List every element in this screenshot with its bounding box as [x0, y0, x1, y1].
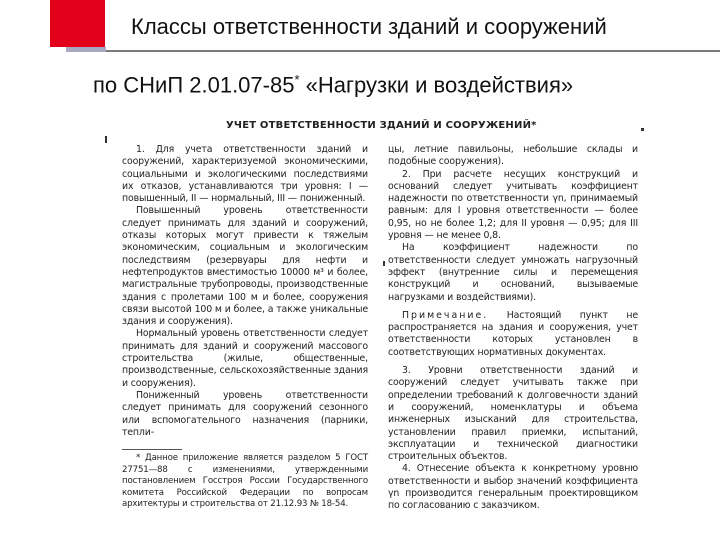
decorative-gray-bar — [66, 47, 106, 52]
scan-speck — [641, 128, 644, 131]
paragraph: цы, летние павильоны, небольшие склады и подобные сооружения). — [388, 144, 638, 168]
footnote-divider — [122, 449, 182, 450]
slide-subtitle — [93, 72, 573, 98]
note-paragraph — [388, 310, 638, 359]
subtitle-name: «Нагрузки и воздействия» — [299, 72, 574, 98]
footnote: * Данное приложение является разделом 5 ГОСТ 27751—88 с изменениями, утвержденными постановлением Госстроя России Государственного комитета Российской Федерации по вопросам архитектуры и строительства от 21.12.93 № 18-54. — [122, 453, 368, 510]
document-right-column — [388, 144, 638, 513]
paragraph: 2. При расчете несущих конструкций и оснований следует учитывать коэффициент надежности по ответственности γn, принимаемый равным: для I уровня ответственности — более 0,95, но не более 1,2; для II уровня — 0,95; для III уровня — не менее 0,8. — [388, 168, 638, 242]
note-text: Настоящий пункт не распространяется на здания и сооружения, учет ответственности которых установлен в соответствующих нормативных документах. — [388, 309, 638, 358]
subtitle-asterisk: * — [294, 72, 300, 87]
paragraph: 4. Отнесение объекта к конкретному уровню ответственности и выбор значений коэффициента γn производится генеральным проектировщиком по согласованию с заказчиком. — [388, 463, 638, 512]
scanned-document — [118, 116, 648, 536]
title-underline — [106, 50, 720, 52]
scan-speck — [383, 261, 385, 266]
paragraph: 1. Для учета ответственности зданий и сооружений, характеризуемой экономическими, социальными и экологическими последствиями их отказов, устанавливаются три уровня: I — повышенный, II — нормальный, III — пониженный. — [122, 144, 368, 205]
document-heading: УЧЕТ ОТВЕТСТВЕННОСТИ ЗДАНИЙ И СООРУЖЕНИЙ* — [226, 120, 537, 131]
slide-title: Классы ответственности зданий и сооружений — [131, 14, 607, 39]
document-left-column — [122, 144, 368, 511]
paragraph: Нормальный уровень ответственности следует принимать для зданий и сооружений массового строительства (жилые, общественные, производственные, сельскохозяйственные здания и сооружения). — [122, 328, 368, 389]
subtitle-code: по СНиП 2.01.07-85 — [93, 72, 295, 98]
paragraph: Пониженный уровень ответственности следует принимать для сооружений сезонного или вспомогательного назначения (парники, тепли- — [122, 389, 368, 438]
decorative-red-block — [50, 0, 105, 47]
paragraph: На коэффициент надежности по ответственности следует умножать нагрузочный эффект (внутренние силы и перемещения конструкций и оснований, вызываемые нагрузками и воздействиями). — [388, 242, 638, 303]
paragraph: 3. Уровни ответственности зданий и сооружений следует учитывать также при определении требований к долговечности зданий и сооружений, номенклатуры и объема инженерных изысканий для строительства, установлении правил приемки, испытаний, эксплуатации и технической диагностики строительных объектов. — [388, 365, 638, 463]
note-label: Примечание. — [402, 309, 489, 321]
paragraph: Повышенный уровень ответственности следует принимать для зданий и сооружений, отказы которых могут привести к тяжелым экономическим, социальным и экологическим последствиям (резервуары для нефти и нефтепродуктов вместимостью 10000 м³ и более, магистральные трубопроводы, производственные здания с пролетами 100 м и более, сооружения связи высотой 100 м и более, а также уникальные здания и сооружения). — [122, 205, 368, 328]
scan-speck — [105, 136, 107, 143]
